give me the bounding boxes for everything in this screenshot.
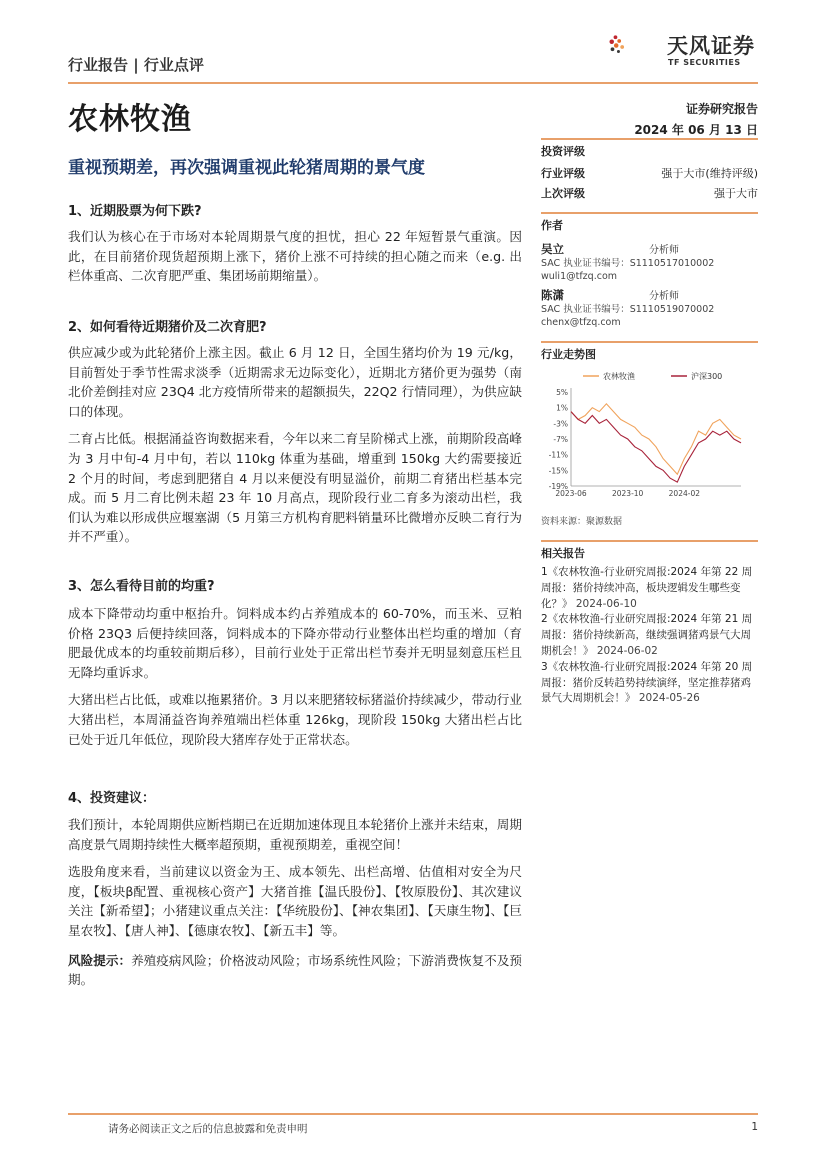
risk-paragraph	[68, 951, 522, 990]
report-title: 重视预期差，再次强调重视此轮猪周期的景气度	[68, 158, 425, 178]
section-heading: 2、如何看待近期猪价及二次育肥?	[68, 320, 267, 335]
author-card	[541, 241, 758, 283]
paragraph: 我们预计，本轮周期供应断档期已在近期加速体现且本轮猪价上涨并未结束，周期高度景气周期持续性大概率超预期，重视预期差，重视空间！	[68, 817, 522, 852]
page-number: 1	[751, 1121, 758, 1133]
x-tick-label: 2023-06	[555, 489, 587, 498]
paragraph: 供应减少或为此轮猪价上涨主因。截止 6 月 12 日，全国生猪均价为 19 元/kg，目前暂处于季节性需求淡季（近期需求无边际变化），近期北方猪价更为强势（南北价差倒挂对应 23Q4 北方疫情所带来的超额损失，22Q2 行情同理），为供应缺口的体现。	[68, 345, 522, 419]
author-email[interactable]: chenx@tfzq.com	[541, 317, 621, 328]
report-type: 证券研究报告	[685, 102, 758, 116]
industry-rating-value: 强于大市(维持评级)	[661, 167, 758, 180]
author-sac: SAC 执业证书编号：S1110517010002	[541, 258, 715, 269]
section-heading: 4、投资建议：	[68, 791, 156, 806]
trend-heading: 行业走势图	[541, 341, 758, 362]
industry-rating-row	[541, 165, 758, 181]
y-tick-label: 1%	[556, 403, 568, 413]
trend-panel	[541, 341, 758, 362]
logo-english: TF SECURITIES	[668, 58, 741, 67]
previous-rating-label: 上次评级	[541, 187, 585, 200]
industry-rating-label: 行业评级	[541, 167, 585, 180]
section-2	[68, 316, 522, 547]
previous-rating-row	[541, 185, 758, 201]
report-date: 2024 年 06 月 13 日	[634, 123, 758, 137]
authors-panel	[541, 212, 758, 329]
author-sac: SAC 执业证书编号：S1110519070002	[541, 304, 715, 315]
author-name: 吴立	[541, 242, 564, 256]
report-category: 行业报告 | 行业点评	[68, 56, 204, 74]
related-heading: 相关报告	[541, 540, 758, 561]
author-role: 分析师	[649, 245, 679, 256]
y-tick-label: -11%	[548, 450, 568, 460]
related-report-item[interactable]	[541, 612, 758, 659]
section-1	[68, 200, 522, 286]
risk-label: 风险提示：	[68, 952, 132, 968]
x-tick-label: 2023-10	[611, 489, 644, 498]
paragraph: 选股角度来看，当前建议以资金为王、成本领先、出栏高增、估值相对安全为尺度，【板块β配置、重视核心资产】大猪首推【温氏股份】、【牧原股份】、其次建议关注【新希望】；小猪建议重点关注：【华统股份】、【神农集团】、【天康生物】、【巨星农牧】、【唐人神】、【德康农牧】、【新五丰】等。	[68, 864, 522, 938]
footer-disclaimer: 请务必阅读正文之后的信息披露和免责申明	[108, 1123, 308, 1135]
related-report-date: 2024-06-10	[575, 597, 637, 610]
tf-securities-logo-icon	[608, 18, 664, 70]
author-role: 分析师	[649, 291, 679, 302]
author-card	[541, 287, 758, 329]
author-email[interactable]: wuli1@tfzq.com	[541, 271, 618, 282]
header-divider	[68, 82, 758, 84]
section-3	[68, 575, 522, 749]
industry-trend-chart	[541, 362, 758, 502]
related-report-item[interactable]	[541, 565, 758, 612]
related-report-title: 2《农林牧渔-行业研究周报:2024 年第 21 周周报：猪价持续新高，继续强调猪鸡景气大周期机会！》	[541, 613, 753, 657]
author-name: 陈潇	[541, 288, 564, 302]
related-report-title: 3《农林牧渔-行业研究周报:2024 年第 20 周周报：猪价反转趋势持续演绎，坚定推荐猪鸡景气大周期机会！》	[541, 660, 753, 705]
related-report-date: 2024-05-26	[638, 692, 700, 705]
y-tick-label: -7%	[553, 435, 568, 444]
related-report-date: 2024-06-02	[596, 644, 658, 657]
series-line	[571, 404, 741, 475]
chart-source: 资料来源：聚源数据	[541, 517, 623, 527]
section-4	[68, 787, 522, 990]
related-report-item[interactable]	[541, 660, 758, 707]
related-report-title: 1《农林牧渔-行业研究周报:2024 年第 22 周周报：猪价持续冲高，板块逻辑发生哪些变化？》	[541, 566, 753, 610]
previous-rating-value: 强于大市	[714, 187, 758, 200]
logo-name: 天风证券	[667, 34, 755, 58]
paragraph: 我们认为核心在于市场对本轮周期景气度的担忧，担心 22 年短暂景气重演。因此，在目前猪价现货超预期上涨下，猪价上涨不可持续的担心随之而来（e.g. 出栏体重高、二次育肥严重、集团场前期缩量）。	[68, 229, 522, 284]
x-tick-label: 2024-02	[668, 489, 701, 498]
section-heading: 1、近期股票为何下跌?	[68, 204, 202, 219]
related-reports-panel	[541, 540, 758, 707]
risk-text: 养殖疫病风险；价格波动风险；市场系统性风险；下游消费恢复不及预期。	[68, 952, 523, 988]
industry-title: 农林牧渔	[68, 102, 192, 137]
rating-panel	[541, 138, 758, 201]
paragraph: 成本下降带动均重中枢抬升。饲料成本约占养殖成本的 60-70%，而玉米、豆粕价格 23Q3 后便持续回落，饲料成本的下降亦带动行业整体出栏均重的增加（育肥最优成本的均重较前期后移），目前行业处于正常出栏节奏并无明显刻意压栏且无降均重诉求。	[68, 606, 522, 680]
rating-heading: 投资评级	[541, 138, 758, 159]
y-tick-label: -3%	[553, 419, 568, 429]
legend-label: 沪深300	[691, 372, 723, 381]
y-tick-label: -15%	[548, 466, 568, 476]
section-heading: 3、怎么看待目前的均重?	[68, 579, 215, 594]
y-tick-label: -19%	[548, 482, 568, 491]
paragraph: 二育占比低。根据涌益咨询数据来看，今年以来二育呈阶梯式上涨，前期阶段高峰为 3 月中旬-4 月中旬，若以 110kg 体重为基础，增重到 150kg 大约需要接近 2 个月的时间，考虑到肥猪自 4 月以来便没有明显溢价，前期二育猪出栏基本完成。而 5 月二育比例未超 23 年 10 月高点，现阶段行业二育多为滚动出栏，我们认为难以形成供应堰塞湖（5 月第三方机构育肥料销量环比微增亦反映二育行为并不严重）。	[68, 431, 522, 545]
paragraph: 大猪出栏占比低，或难以拖累猪价。3 月以来肥猪较标猪溢价持续减少，带动行业大猪出栏，本周涌益咨询养殖端出栏体重 126kg，现阶段 150kg 大猪出栏占比已处于近几年低位，现阶段大猪库存处于正常状态。	[68, 692, 522, 747]
legend-label: 农林牧渔	[603, 372, 635, 381]
footer-divider	[68, 1113, 758, 1115]
authors-heading: 作者	[541, 212, 758, 233]
y-tick-label: 5%	[556, 388, 568, 397]
